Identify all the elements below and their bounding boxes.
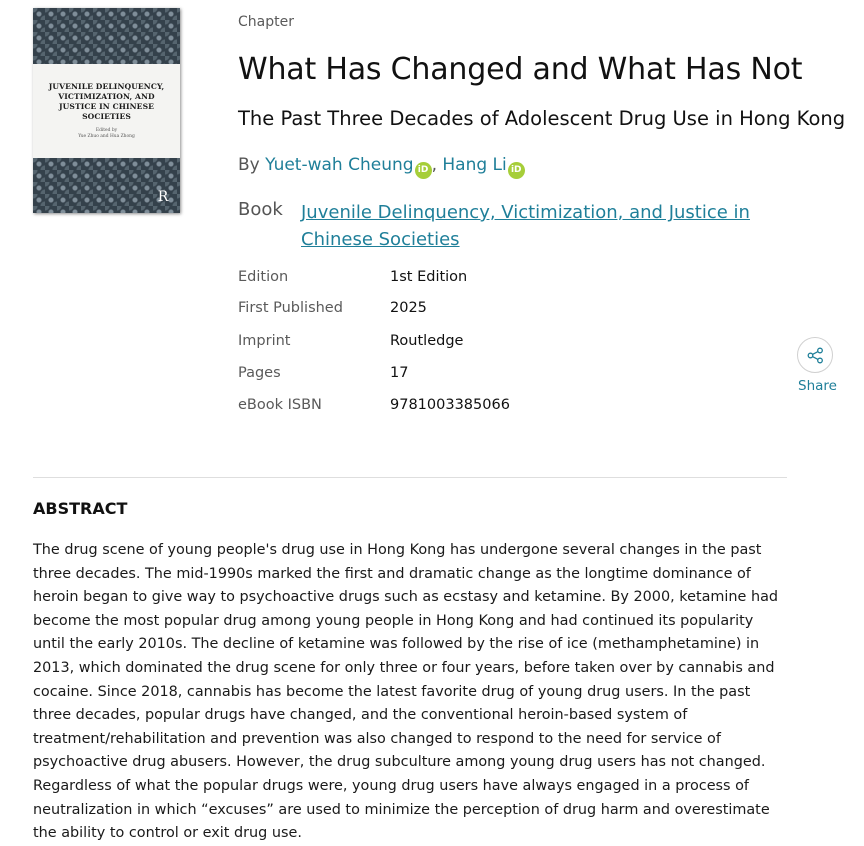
author-link-li[interactable]: Hang Li [442,155,507,175]
cover-editors-names: Yue Zhuo and Hua Zhong [78,134,135,139]
abstract-heading: ABSTRACT [33,499,128,518]
meta-value: 9781003385066 [390,397,510,413]
page-title: What Has Changed and What Has Not [238,52,803,87]
share-icon [807,347,824,364]
share-label[interactable]: Share [798,378,837,394]
orcid-icon[interactable]: iD [508,162,525,179]
authors-prefix: By [238,155,266,175]
routledge-logo-icon: R [157,189,169,205]
meta-value: 2025 [390,300,427,316]
cover-editors-prefix: Edited by [95,128,118,133]
meta-label: Imprint [238,333,291,349]
book-title-link[interactable]: Juvenile Delinquency, Victimization, and Justice in Chinese Societies [301,202,750,250]
meta-value: 17 [390,365,409,381]
meta-label: Pages [238,365,281,381]
meta-label: First Published [238,300,343,316]
content-type-label: Chapter [238,14,294,30]
meta-value: Routledge [390,333,464,349]
authors-separator: , [431,155,443,175]
section-divider [33,477,787,478]
book-label: Book [238,199,283,220]
authors-line [238,155,525,179]
orcid-icon[interactable]: iD [415,162,432,179]
share-button[interactable] [797,337,833,373]
cover-title-band [33,64,180,158]
cover-title: JUVENILE DELINQUENCY, VICTIMIZATION, AND JUSTICE IN CHINESE SOCIETIES [48,82,165,121]
cover-pattern-top [33,8,180,64]
author-link-cheung[interactable]: Yuet-wah Cheung [265,155,414,175]
meta-value: 1st Edition [390,269,468,285]
abstract-body: The drug scene of young people's drug use in Hong Kong has undergone several changes in the past three decades. The mid-1990s marked the first and dramatic change as the longtime dominance of heroin began to give way to psychoactive drugs such as ecstasy and ketamine. By 2000, ketamine had become the most popular drug among young people in Hong Kong and had continued its popularity until the early 2010s. The decline of ketamine was followed by the rise of ice (methamphetamine) in 2013, which dominated the drug scene for only three or four years, before taken over by cannabis and cocaine. Since 2018, cannabis has become the latest favorite drug of young drug users. In the past three decades, popular drugs have changed, and the conventional heroin-based system of treatment/rehabilitation and prevention was also changed to respond to the need for service of psychoactive drug abusers. However, the drug subculture among young drug users has not changed. Regardless of what the popular drugs were, young drug users have always engaged in a process of neutralization in which “excuses” are used to minimize the perception of drug harm and overestimate the ability to control or exit drug use. [33,542,779,842]
meta-label: eBook ISBN [238,397,322,413]
book-cover[interactable] [33,8,180,213]
cover-editors [33,128,180,140]
page-subtitle: The Past Three Decades of Adolescent Drug Use in Hong Kong [238,107,846,130]
meta-label: Edition [238,269,289,285]
